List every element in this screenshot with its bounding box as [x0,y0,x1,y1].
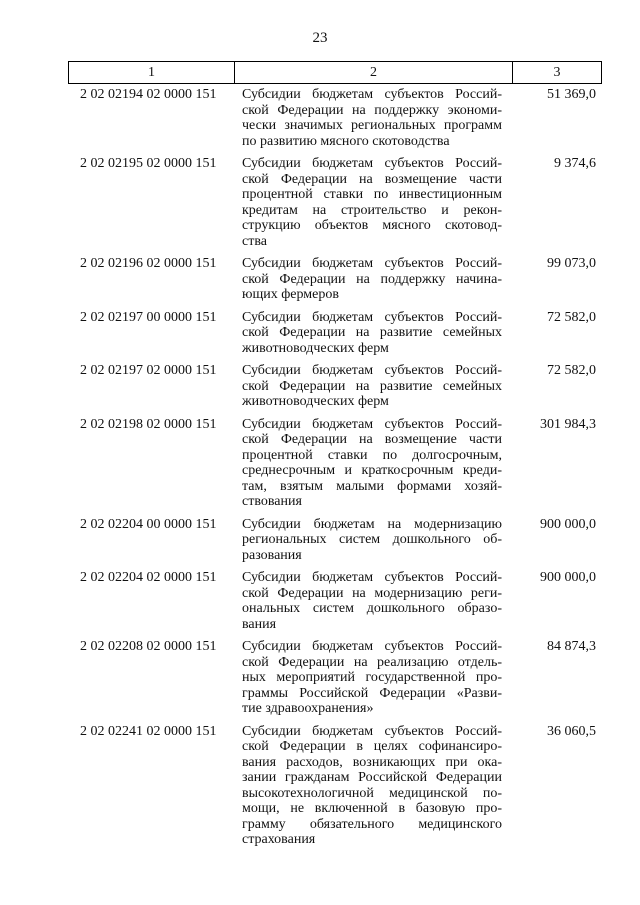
revenue-name-line: ства [242,233,267,249]
header-col-2: 2 [235,62,513,83]
revenue-name-line: среднесрочным и краткосрочным креди- [242,463,502,478]
revenue-name-line: Субсидии бюджетам субъектов Россий- [242,309,502,325]
revenue-name [234,724,512,848]
revenue-name [234,570,512,632]
revenue-name [234,417,512,510]
revenue-name-line: животноводческих ферм [242,394,389,409]
revenue-name [234,256,512,303]
revenue-name-line: животноводческих ферм [242,340,389,356]
amount: 900 000,0 [540,570,596,585]
table-row [68,310,602,357]
revenue-name-line: ской Федерации на реализацию отдель- [242,654,502,670]
revenue-name-line: ской Федерации на возмещение части [242,432,502,447]
revenue-name [234,87,512,149]
revenue-name-line: ской Федерации в целях софинансиро- [242,739,502,754]
amount: 301 984,3 [540,416,596,432]
amount: 99 073,0 [547,256,596,271]
revenue-name [234,310,512,357]
revenue-name-line: по развитию мясного скотоводства [242,133,450,149]
revenue-name-line: страхования [242,832,316,847]
revenue-name-line: Субсидии бюджетам на модернизацию [242,516,502,532]
amount: 72 582,0 [547,309,596,325]
revenue-code: 2 02 02196 02 0000 151 [80,256,217,271]
table-row [68,639,602,717]
revenue-name-line: грамму обязательного медицинского [242,816,502,832]
revenue-name-line: разования [242,547,302,563]
table-body [68,87,602,855]
revenue-name-line: там, взятым малыми формами хозяй- [242,478,502,494]
revenue-name-line: Субсидии бюджетам субъектов Россий- [242,87,502,102]
revenue-code: 2 02 02198 02 0000 151 [80,416,217,432]
table-row [68,87,602,149]
revenue-code: 2 02 02195 02 0000 151 [80,156,217,171]
revenue-name [234,517,512,564]
header-col-3: 3 [553,64,561,80]
revenue-name-line: Субсидии бюджетам субъектов Россий- [242,723,502,739]
revenue-name-line: высокотехнологичной медицинской по- [242,785,502,801]
revenue-code: 2 02 02208 02 0000 151 [80,639,217,654]
revenue-name-line: зании гражданам Российской Федерации [242,770,502,785]
table-row [68,570,602,632]
revenue-code: 2 02 02197 00 0000 151 [80,309,217,325]
revenue-name-line: ющих фермеров [242,287,339,302]
amount: 51 369,0 [547,87,596,102]
amount: 9 374,6 [554,156,596,171]
revenue-name-line: мощи, не включенной в базовую про- [242,801,502,816]
revenue-name-line: Субсидии бюджетам субъектов Россий- [242,570,502,585]
table-row [68,256,602,303]
revenue-name [234,363,512,410]
revenue-name-line: ской Федерации на поддержку экономи- [242,102,502,118]
revenue-name-line: Субсидии бюджетам субъектов Россий- [242,256,502,271]
revenue-name-line: ных мероприятий государственной про- [242,670,502,685]
revenue-code: 2 02 02204 02 0000 151 [80,570,217,585]
revenue-name-line: ской Федерации на поддержку начина- [242,271,502,287]
revenue-name-line: ской Федерации на развитие семейных [242,325,502,340]
table-row [68,724,602,848]
revenue-name-line: Субсидии бюджетам субъектов Россий- [242,156,502,171]
revenue-name-line: ской Федерации на модернизацию реги- [242,585,502,601]
table-row [68,363,602,410]
header-col-1: 1 [69,62,235,83]
revenue-name-line: ской Федерации на возмещение части [242,171,502,187]
table-row [68,156,602,249]
amount: 900 000,0 [540,516,596,532]
revenue-name-line: ской Федерации на развитие семейных [242,378,502,394]
revenue-name-line: процентной ставки по инвестиционным [242,187,502,202]
amount: 72 582,0 [547,363,596,378]
revenue-name-line: чески значимых региональных программ [242,118,502,133]
revenue-name-line: Субсидии бюджетам субъектов Россий- [242,416,502,432]
table-row [68,417,602,510]
revenue-name-line: кредитам на строительство и рекон- [242,202,502,218]
revenue-name-line: Субсидии бюджетам субъектов Россий- [242,363,502,378]
revenue-name-line: Субсидии бюджетам субъектов Россий- [242,639,502,654]
revenue-code: 2 02 02194 02 0000 151 [80,87,217,102]
revenue-name-line: ональных систем дошкольного образо- [242,601,502,616]
revenue-name [234,639,512,717]
revenue-name [234,156,512,249]
page-number: 23 [312,30,328,46]
revenue-name-line: тие здравоохранения» [242,701,374,716]
revenue-name-line: процентной ставки по долгосрочным, [242,447,502,463]
revenue-name-line: вания расходов, возникающих при ока- [242,754,502,770]
revenue-code: 2 02 02204 00 0000 151 [80,516,217,532]
revenue-code: 2 02 02197 02 0000 151 [80,363,217,378]
table-row [68,517,602,564]
revenue-name-line: ствования [242,494,302,509]
amount: 84 874,3 [547,639,596,654]
revenue-code: 2 02 02241 02 0000 151 [80,723,217,739]
revenue-name-line: струкцию объектов мясного скотовод- [242,218,502,233]
revenue-name-line: граммы Российской Федерации «Разви- [242,685,502,701]
revenue-name-line: вания [242,616,277,632]
amount: 36 060,5 [547,723,596,739]
table-header [68,61,602,84]
revenue-name-line: региональных систем дошкольного об- [242,532,502,547]
